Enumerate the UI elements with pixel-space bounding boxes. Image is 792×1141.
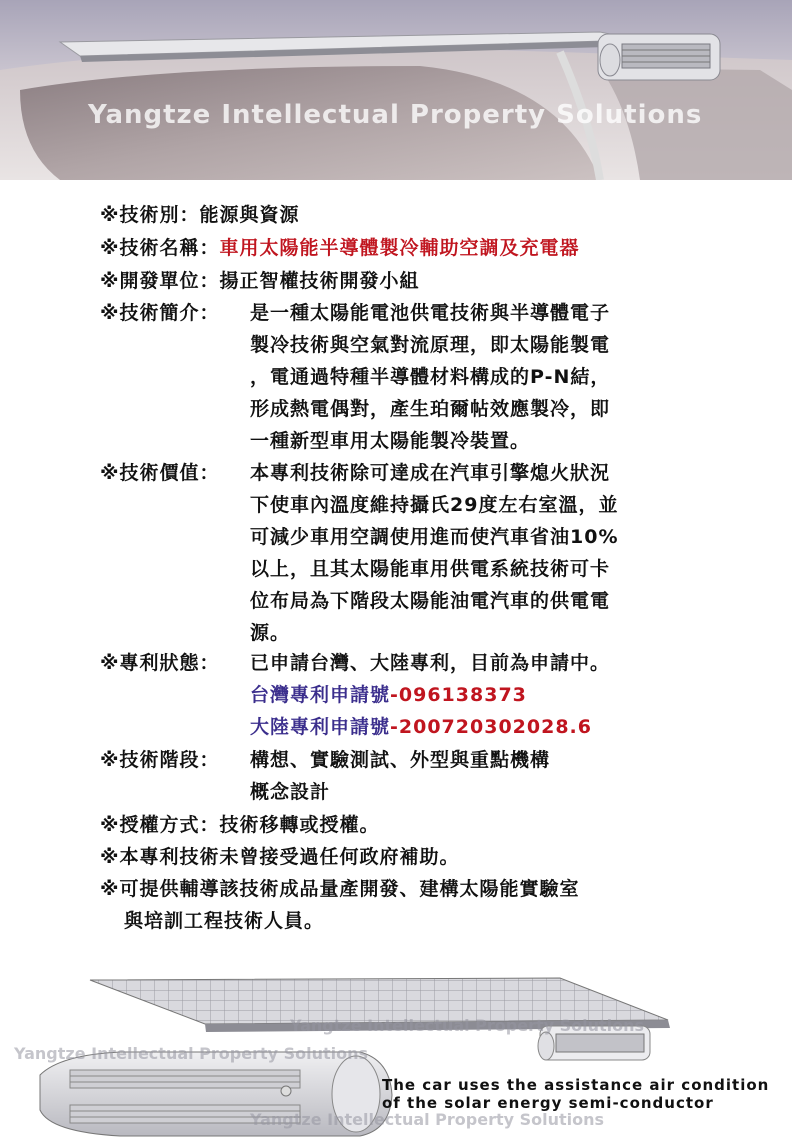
value-line: 以上，且其太陽能車用供電系統技術可卡 bbox=[250, 558, 611, 580]
car-roof-illustration bbox=[0, 0, 792, 180]
note-no-subsidy: ※本專利技術未曾接受過任何政府補助。 bbox=[100, 846, 460, 868]
taiwan-patent-no: -096138373 bbox=[390, 684, 527, 706]
value-line: 本專利技術除可達成在汽車引擎熄火狀況 bbox=[250, 462, 611, 484]
patent-label: ※專利狀態： bbox=[100, 652, 220, 674]
value-line: 可減少車用空調使用進而使汽車省油10% bbox=[250, 526, 619, 548]
name-label: ※技術名稱： bbox=[100, 237, 220, 259]
caption-line: The car uses the assistance air condition bbox=[382, 1076, 770, 1094]
caption-line: of the solar energy semi-conductor bbox=[382, 1094, 714, 1112]
developer-label: ※開發單位： bbox=[100, 270, 220, 292]
china-patent-no: -200720302028.6 bbox=[390, 716, 592, 738]
footer-image bbox=[0, 960, 792, 1141]
china-patent-label: 大陸專利申請號 bbox=[250, 716, 391, 738]
intro-line: ，電通過特種半導體材料構成的P-N結， bbox=[250, 366, 611, 388]
intro-line: 製冷技術與空氣對流原理，即太陽能製電 bbox=[250, 334, 611, 356]
license-row bbox=[100, 810, 380, 837]
intro-label: ※技術簡介： bbox=[100, 302, 220, 324]
name-row bbox=[100, 233, 580, 260]
value-line: 位布局為下階段太陽能油電汽車的供電電 bbox=[250, 590, 611, 612]
name-value: 車用太陽能半導體製冷輔助空調及充電器 bbox=[219, 237, 580, 259]
value-label: ※技術價值： bbox=[100, 462, 220, 484]
taiwan-patent-number bbox=[250, 680, 527, 707]
intro-line: 形成熱電偶對，產生珀爾帖效應製冷，即 bbox=[250, 398, 611, 420]
taiwan-patent-label: 台灣專利申請號 bbox=[250, 684, 391, 706]
category-label: ※技術別： bbox=[100, 204, 200, 226]
footer-watermark-bottom: Yangtze Intellectual Property Solutions bbox=[250, 1110, 605, 1129]
footer-watermark-top: Yangtze Intellectual Property Solutions bbox=[290, 1016, 645, 1035]
category-value: 能源與資源 bbox=[199, 204, 300, 226]
license-label: ※授權方式： bbox=[100, 814, 220, 836]
china-patent-number bbox=[250, 712, 592, 739]
category-row bbox=[100, 200, 300, 227]
value-line: 下使車內溫度維持攝氏29度左右室溫，並 bbox=[250, 494, 619, 516]
value-line: 源。 bbox=[250, 622, 291, 644]
license-value: 技術移轉或授權。 bbox=[219, 814, 380, 836]
note-support: ※可提供輔導該技術成品量產開發、建構太陽能實驗室 bbox=[100, 878, 580, 900]
stage-line: 構想、實驗測試、外型與重點機構 bbox=[250, 749, 551, 771]
patent-status: 已申請台灣、大陸專利，目前為申請中。 bbox=[250, 652, 611, 674]
note-support: 與培訓工程技術人員。 bbox=[124, 910, 325, 932]
developer-row bbox=[100, 266, 420, 293]
hero-image bbox=[0, 0, 792, 180]
footer-watermark-left: Yangtze Intellectual Property Solutions bbox=[14, 1044, 369, 1063]
developer-value: 揚正智權技術開發小組 bbox=[219, 270, 420, 292]
intro-line: 是一種太陽能電池供電技術與半導體電子 bbox=[250, 302, 611, 324]
stage-line: 概念設計 bbox=[250, 781, 331, 803]
hero-watermark: Yangtze Intellectual Property Solutions bbox=[88, 100, 703, 130]
intro-line: 一種新型車用太陽能製冷裝置。 bbox=[250, 430, 531, 452]
stage-label: ※技術階段： bbox=[100, 749, 220, 771]
